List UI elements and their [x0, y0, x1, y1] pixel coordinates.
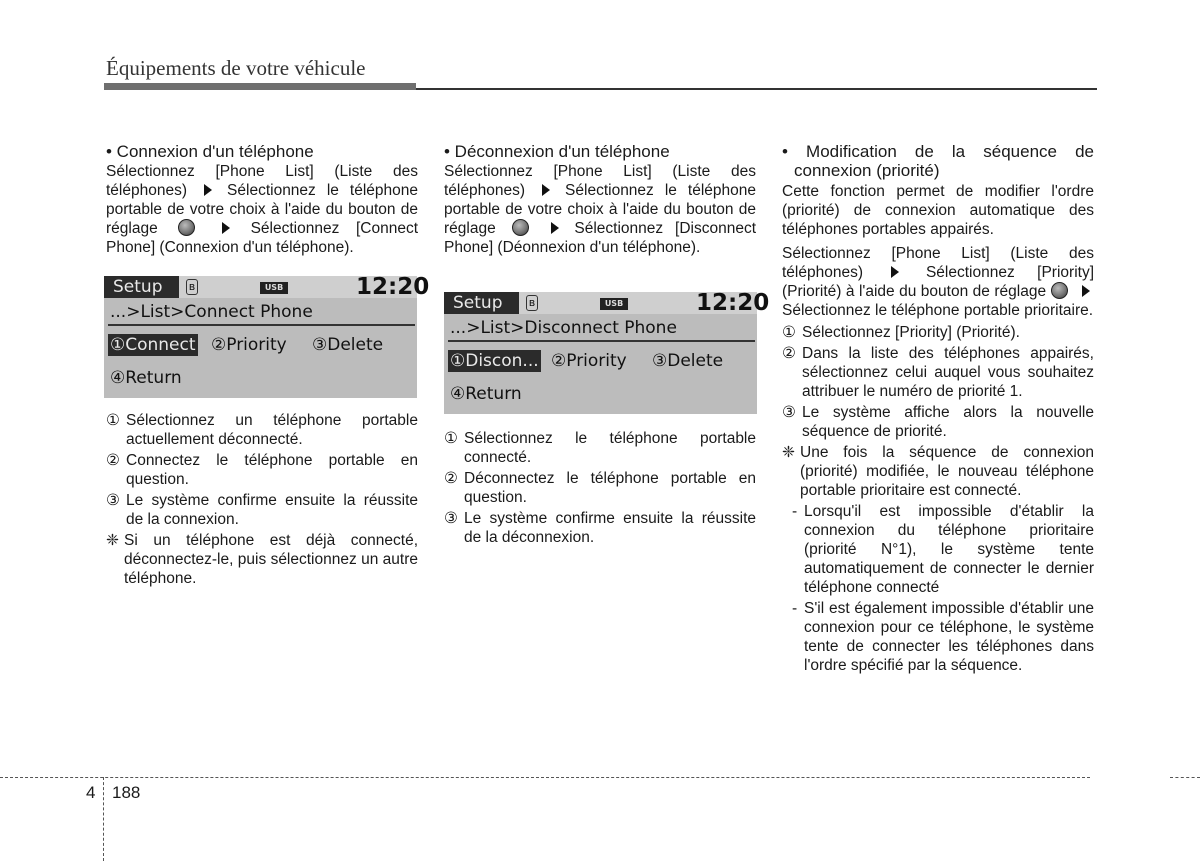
lcd-setup-label: Setup — [104, 276, 179, 298]
tuning-knob-icon — [512, 219, 529, 236]
section-heading-disconnect: • Déconnexion d'un téléphone — [444, 142, 670, 161]
column-connect-phone — [106, 142, 418, 257]
instruction-part-c: Sélectionnez le téléphone portable prioritaire. — [782, 302, 1094, 319]
header-rule-thin — [416, 88, 1097, 90]
list-item: ③ Le système confirme ensuite la réussite de la connexion. — [106, 492, 418, 528]
lcd-option-delete: ③Delete — [312, 335, 384, 355]
instruction-paragraph-priority — [782, 244, 1094, 320]
footer-dashed-rule — [0, 777, 1090, 778]
instruction-paragraph-connect — [106, 162, 418, 257]
right-triangle-icon — [204, 184, 212, 196]
instruction-paragraph-disconnect — [444, 162, 756, 257]
instruction-part-a: Sélectionnez [Phone List] (Liste des téléphones) — [782, 245, 1094, 281]
instruction-part-c: Sélectionnez [Connect Phone] (Connexion d'un téléphone). — [106, 220, 419, 256]
lcd-clock: 12:20 — [356, 274, 430, 300]
lcd-option-disconnect: ①Discon... — [450, 351, 539, 371]
footer-dashed-rule-right — [1170, 777, 1200, 778]
bluetooth-icon: ʙ — [186, 279, 198, 295]
chapter-number: 4 — [86, 783, 96, 802]
list-item: ② Connectez le téléphone portable en question. — [106, 452, 418, 488]
note-connect: ❈ Si un téléphone est déjà connecté, déconnectez-le, puis sélectionnez un autre téléphone. — [106, 532, 418, 587]
bluetooth-icon: ʙ — [526, 295, 538, 311]
list-item: ① Sélectionnez le téléphone portable connecté. — [444, 430, 756, 466]
list-item: ① Sélectionnez un téléphone portable actuellement déconnecté. — [106, 412, 418, 448]
lcd-clock: 12:20 — [696, 290, 770, 316]
lcd-option-return: ④Return — [110, 368, 182, 388]
lcd-option-connect: ①Connect — [110, 335, 196, 355]
lcd-option-priority: ②Priority — [211, 335, 287, 355]
instruction-part-b: Sélectionnez le téléphone portable de votre choix à l'aide du bouton de réglage — [444, 182, 756, 237]
right-triangle-icon — [551, 222, 559, 234]
dash-item-priority-order: - S'il est également impossible d'établir une connexion pour ce téléphone, le système tente de connecter les téléphones dans l'ordre spécifié par la séquence. — [792, 600, 1094, 674]
lcd-screen-connect — [104, 274, 430, 398]
right-triangle-icon — [1082, 285, 1090, 297]
dash-item-priority-fallback: - Lorsqu'il est impossible d'établir la connexion du téléphone prioritaire (priorité N°1), le système tente automatiquement de connecter le dernier téléphone connecté — [792, 503, 1094, 596]
page-number: 188 — [112, 783, 141, 802]
header-rule-thick — [104, 83, 416, 90]
list-item: ② Déconnectez le téléphone portable en question. — [444, 470, 756, 506]
note-mark: ❈ — [106, 532, 119, 549]
lcd-menu-path: ...>List>Connect Phone — [110, 302, 313, 322]
tuning-knob-icon — [178, 219, 195, 236]
list-item: ③ Le système confirme ensuite la réussite de la déconnexion. — [444, 510, 756, 546]
column-connect-steps — [106, 403, 418, 588]
right-triangle-icon — [542, 184, 550, 196]
usb-icon: USB — [600, 298, 628, 310]
intro-paragraph-priority: Cette fonction permet de modifier l'ordre (priorité) de connexion automatique des téléphones portables appairés. — [782, 183, 1094, 238]
right-triangle-icon — [891, 266, 899, 278]
lcd-option-delete: ③Delete — [652, 351, 724, 371]
lcd-setup-label: Setup — [444, 292, 519, 314]
page-header-title: Équipements de votre véhicule — [106, 56, 366, 80]
steps-list-disconnect — [444, 429, 756, 547]
list-item: ① Sélectionnez [Priority] (Priorité). — [782, 324, 1020, 341]
instruction-part-b: Sélectionnez [Priority] (Priorité) à l'aide du bouton de réglage — [782, 264, 1095, 300]
lcd-option-return: ④Return — [450, 384, 522, 404]
instruction-part-a: Sélectionnez [Phone List] (Liste des téléphones) — [106, 163, 418, 199]
footer-dashed-vertical — [103, 777, 104, 861]
section-heading-priority: • Modification de la séquence de connexion (priorité) — [782, 142, 1094, 180]
lcd-option-priority: ②Priority — [551, 351, 627, 371]
instruction-part-a: Sélectionnez [Phone List] (Liste des téléphones) — [444, 163, 756, 199]
column-disconnect-steps — [444, 420, 756, 549]
note-priority: ❈ Une fois la séquence de connexion (priorité) modifiée, le nouveau téléphone portable prioritaire est connecté. — [782, 444, 1094, 499]
column-priority — [782, 142, 1094, 675]
lcd-separator — [108, 324, 415, 326]
list-item: ② Dans la liste des téléphones appairés, sélectionnez celui auquel vous souhaitez attribuer le numéro de priorité 1. — [782, 345, 1094, 400]
lcd-menu-path: ...>List>Disconnect Phone — [450, 318, 677, 338]
instruction-part-b: Sélectionnez le téléphone portable de votre choix à l'aide du bouton de réglage — [106, 182, 418, 237]
usb-icon: USB — [260, 282, 288, 294]
section-heading-connect: • Connexion d'un téléphone — [106, 142, 314, 161]
lcd-separator — [448, 340, 755, 342]
tuning-knob-icon — [1051, 282, 1068, 299]
instruction-part-c: Sélectionnez [Disconnect Phone] (Déonnexion d'un téléphone). — [444, 220, 757, 256]
list-item: ③ Le système affiche alors la nouvelle séquence de priorité. — [782, 404, 1094, 440]
steps-list-connect — [106, 411, 418, 529]
column-disconnect-phone — [444, 142, 756, 257]
note-mark: ❈ — [782, 444, 795, 461]
lcd-screen-disconnect — [444, 290, 770, 414]
steps-list-priority — [782, 323, 1094, 441]
right-triangle-icon — [222, 222, 230, 234]
